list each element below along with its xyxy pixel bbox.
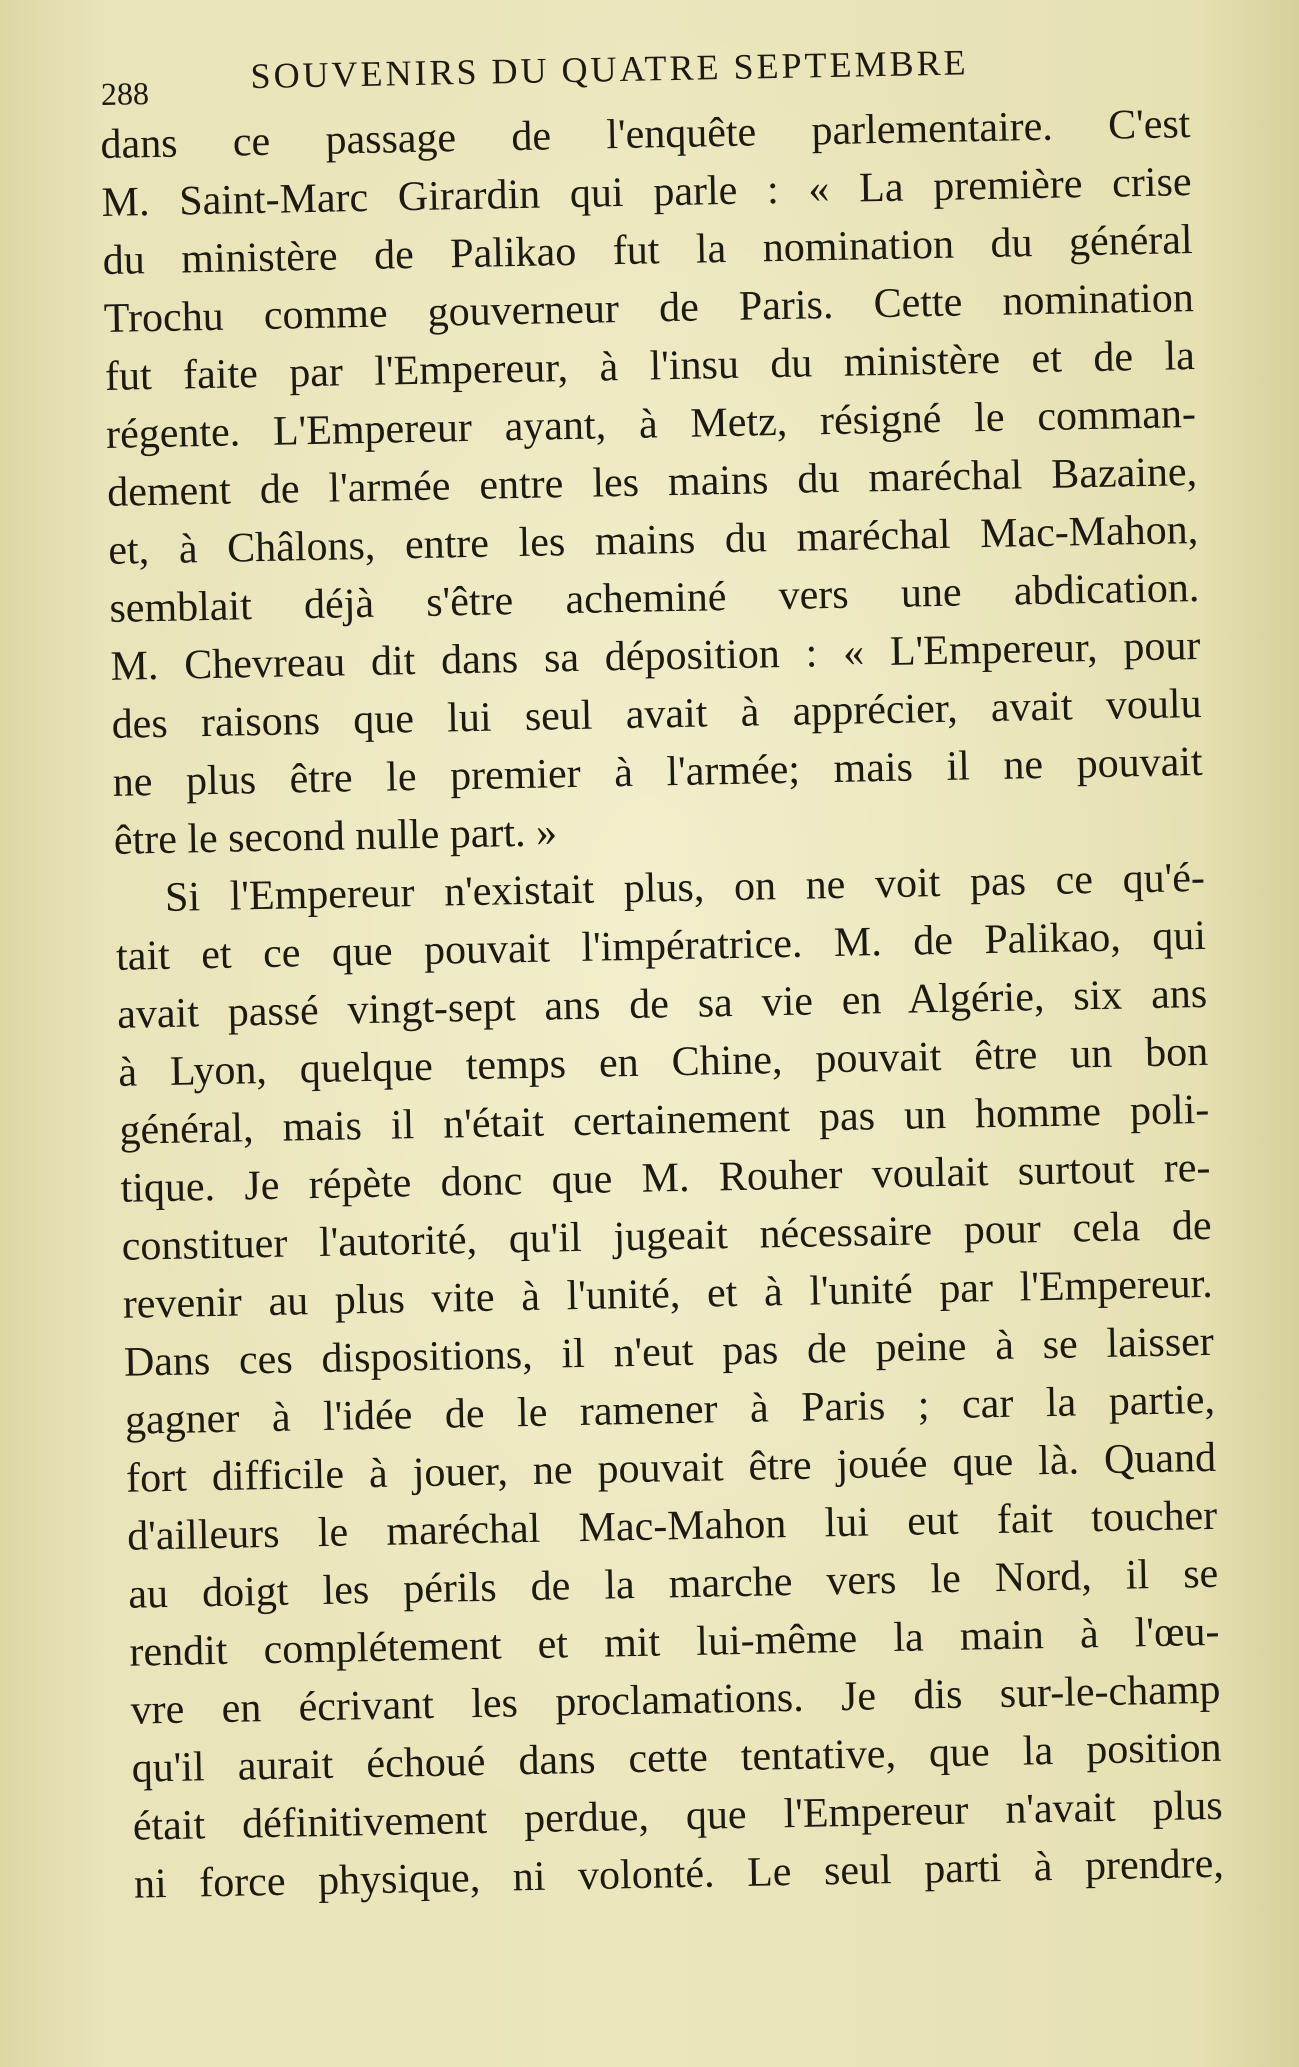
text-line: Si l'Empereur n'existait plus, on ne voit pas ce qu'é- [164,854,1206,921]
text-line: M. Chevreau dit dans sa déposition : « L'Empereur, pour [110,622,1201,690]
page-number: 288 [100,75,150,112]
text-line: était définitivement perdue, que l'Empereur n'avait plus [132,1782,1224,1850]
text-line: et, à Châlons, entre les mains du maréchal Mac-Mahon, [107,506,1199,574]
text-line: avait passé vingt-sept ans de sa vie en Algérie, six ans [116,970,1208,1038]
text-line: Trochu comme gouverneur de Paris. Cette nomination [103,275,1195,342]
text-line: fort difficile à jouer, ne pouvait être jouée que là. Quand [125,1434,1217,1502]
text-line: du ministère de Palikao fut la nomination du général [102,217,1194,284]
text-line: revenir au plus vite à l'unité, et à l'unité par l'Empereur. [122,1260,1214,1328]
text-line: gagner à l'idée de le ramener à Paris ; car la partie, [124,1376,1216,1444]
text-line: semblait déjà s'être acheminé vers une abdication. [109,564,1200,632]
text-line: constituer l'autorité, qu'il jugeait nécessaire pour cela de [121,1202,1212,1270]
text-line: général, mais il n'était certainement pas un homme poli- [119,1086,1210,1154]
text-line: dans ce passage de l'enquête parlementaire. C'est [100,101,1191,168]
text-line: ne plus être le premier à l'armée; mais il ne pouvait [112,738,1204,806]
text-line: tait et ce que pouvait l'impératrice. M. de Palikao, qui [115,912,1207,980]
text-line: rendit complétement et mit lui-même la main à l'œu- [129,1608,1220,1676]
text-line: dement de l'armée entre les mains du maréchal Bazaine, [106,449,1198,516]
text-line: d'ailleurs le maréchal Mac-Mahon lui eut fait toucher [126,1492,1218,1560]
text-line: régente. L'Empereur ayant, à Metz, résigné le comman- [105,391,1197,458]
text-line: tique. Je répète donc que M. Rouher voulait surtout re- [120,1144,1211,1212]
paragraph-1 [100,95,1204,870]
text-line: au doigt les périls de la marche vers le Nord, il se [127,1550,1219,1618]
text-line: vre en écrivant les proclamations. Je dis sur-le-champ [130,1666,1221,1734]
body-text [100,95,1224,1914]
running-title: SOUVENIRS DU QUATRE SEPTEMBRE [250,42,969,97]
text-line: Dans ces dispositions, il n'eut pas de peine à se laisser [123,1318,1215,1386]
text-line: être le second nulle part. » [113,809,558,864]
text-line: ni force physique, ni volonté. Le seul parti à prendre, [133,1840,1225,1908]
text-line: qu'il aurait échoué dans cette tentative, que la position [131,1724,1222,1792]
text-line: des raisons que lui seul avait à apprécier, avait voulu [111,680,1202,748]
text-line: M. Saint-Marc Girardin qui parle : « La première crise [101,159,1192,226]
text-line: à Lyon, quelque temps en Chine, pouvait être un bon [117,1028,1209,1096]
text-line: fut faite par l'Empereur, à l'insu du ministère et de la [104,333,1196,400]
paragraph-2 [114,849,1224,1914]
